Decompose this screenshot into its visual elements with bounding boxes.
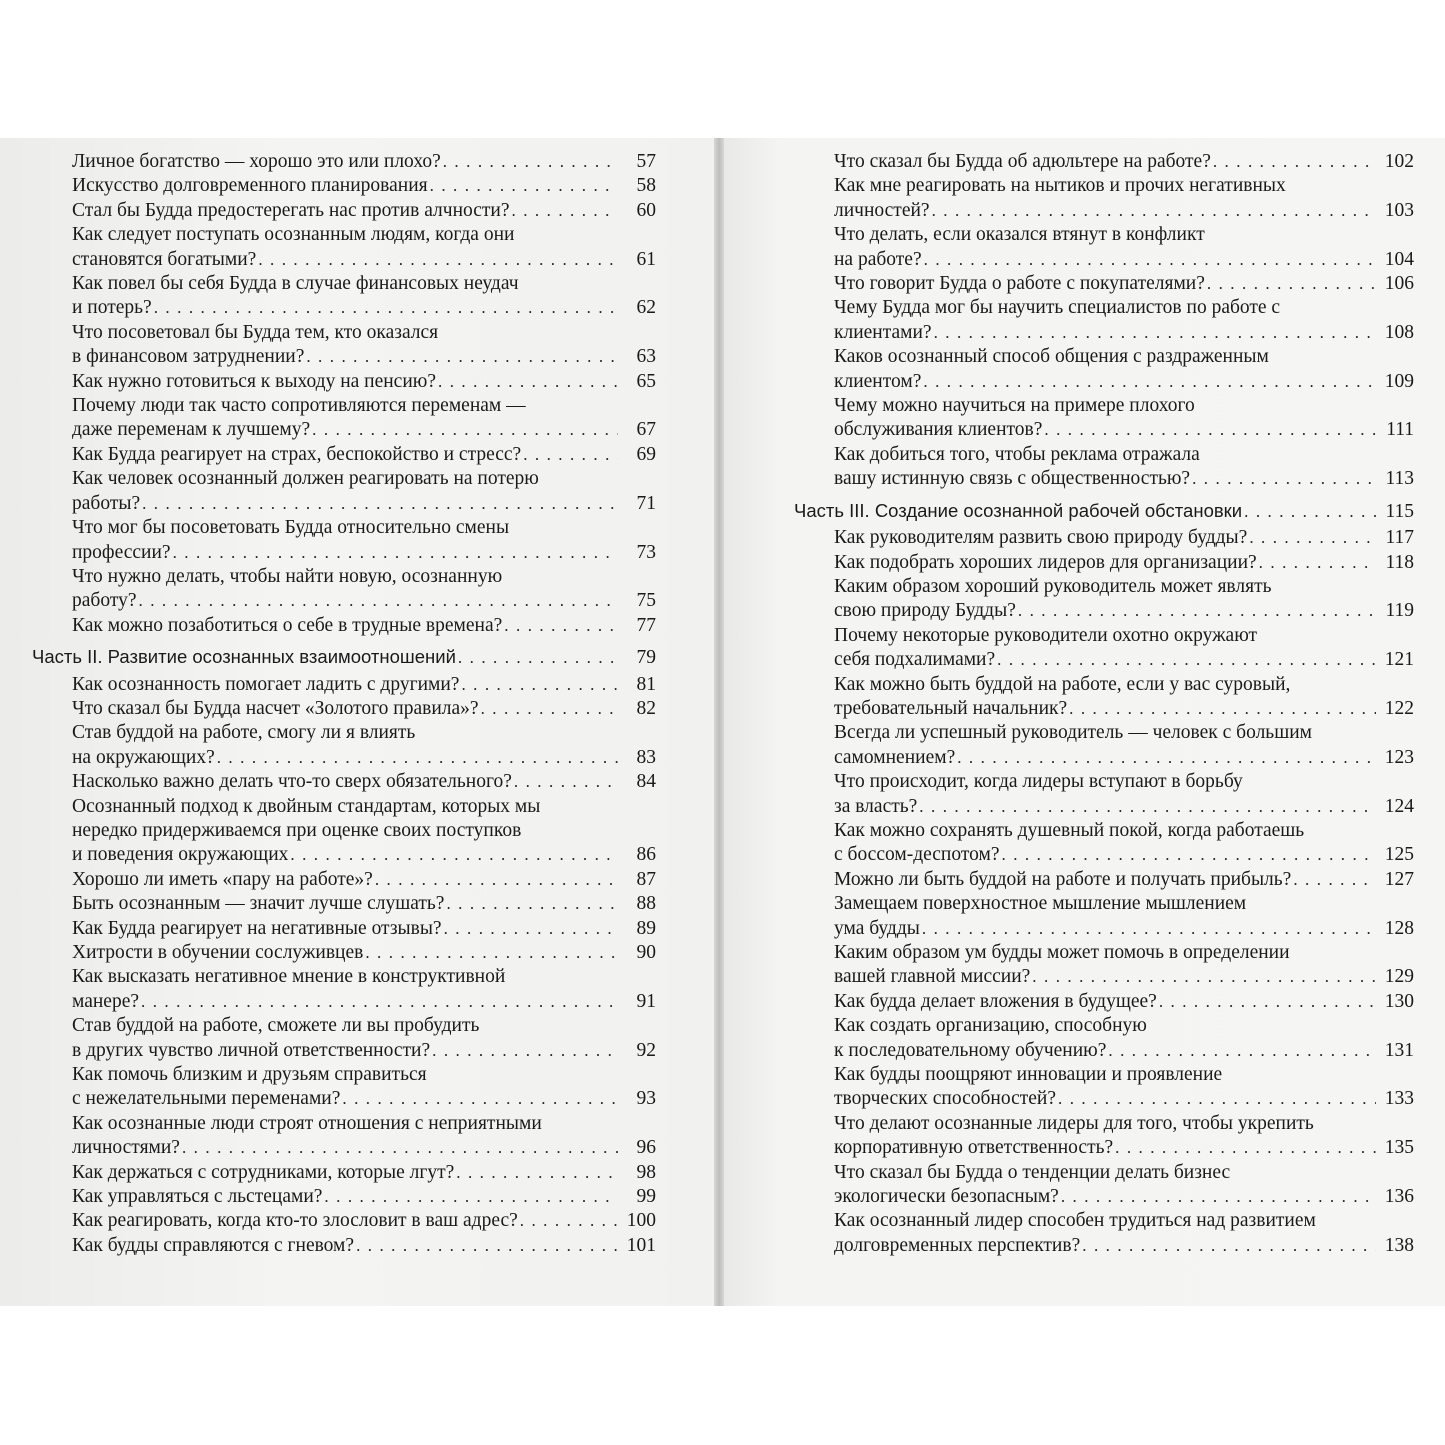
dot-leader: [430, 174, 618, 198]
toc-entry-title-line: Что мог бы посоветовать Будда относительно смены: [72, 517, 510, 539]
toc-entry-title-line: работы?: [72, 492, 141, 514]
dot-leader: [290, 843, 618, 867]
toc-page-number: 128: [1384, 917, 1414, 939]
toc-page-number: 93: [636, 1088, 656, 1110]
toc-page-number: 123: [1384, 746, 1414, 768]
toc-entry-title-line: Что посоветовал бы Будда тем, кто оказался: [72, 321, 439, 343]
toc-page-number: 88: [636, 893, 656, 915]
toc-page-number: 57: [636, 151, 656, 172]
toc-entry: [32, 965, 656, 1014]
toc-entry: [32, 1185, 656, 1209]
toc-entry-title-line: Хитрости в обучении сослуживцев: [72, 942, 364, 963]
toc-page-number: 61: [636, 248, 656, 270]
toc-entry-title-line: Как помочь близким и друзьям справиться: [72, 1064, 427, 1086]
toc-entry-title-line: Что делать, если оказался втянут в конфликт: [834, 224, 1205, 246]
dot-leader: [1192, 467, 1376, 491]
toc-entry: [32, 795, 656, 868]
toc-entry-title-line: Как добиться того, чтобы реклама отражала: [834, 443, 1200, 465]
dot-leader: [481, 697, 618, 721]
toc-entry: [794, 526, 1414, 550]
toc-entry: [794, 223, 1414, 272]
toc-entry-title-line: Что делают осознанные лидеры для того, чтобы укрепить: [834, 1112, 1314, 1134]
toc-entry-title-line: Как осознанные люди строят отношения с неприятными: [72, 1112, 542, 1134]
toc-entry: [794, 624, 1414, 673]
toc-entry-title-line: самомнением?: [834, 746, 956, 768]
toc-entry-title-line: Быть осознанным — значит лучше слушать?: [72, 893, 445, 915]
toc-part-title: Часть II. Развитие осознанных взаимоотношений: [32, 646, 456, 668]
toc-entry-title-line: к последовательному обучению?: [834, 1039, 1107, 1061]
toc-entry: [32, 917, 656, 941]
dot-leader: [139, 589, 619, 613]
toc-page-number: 84: [636, 771, 656, 793]
toc-page-number: 91: [636, 990, 656, 1012]
toc-entry-title-line: Можно ли быть буддой на работе и получать прибыль?: [834, 868, 1292, 890]
toc-page-number: 131: [1384, 1039, 1414, 1061]
toc-entry-title-line: Хорошо ли иметь «пару на работе»?: [72, 868, 373, 890]
toc-entry-title-line: ума будды: [834, 917, 920, 939]
toc-entry-title-line: обслуживания клиентов?: [834, 419, 1043, 441]
dot-leader: [154, 296, 618, 320]
dot-leader: [523, 443, 618, 467]
toc-page-number: 136: [1384, 1186, 1414, 1208]
toc-page-number: 133: [1384, 1088, 1414, 1110]
toc-entry-title-line: клиентом?: [834, 370, 922, 392]
toc-entry-title-line: в других чувство личной ответственности?: [72, 1039, 431, 1061]
toc-page-number: 129: [1384, 966, 1414, 988]
toc-page-number: 67: [636, 419, 656, 441]
toc-entry-title-line: даже переменам к лучшему?: [72, 419, 311, 441]
toc-entry-title-line: нередко придерживаемся при оценке своих поступков: [72, 819, 522, 841]
toc-page-number: 62: [636, 297, 656, 319]
toc-page-number: 60: [636, 199, 656, 221]
toc-page-number: 125: [1384, 844, 1414, 866]
toc-entry-title-line: Каким образом хороший руководитель может являть: [834, 575, 1272, 597]
dot-leader: [142, 492, 618, 516]
toc-entry-title-line: долговременных перспектив?: [834, 1234, 1081, 1256]
book-gutter: [714, 138, 724, 1306]
dot-leader: [1082, 1234, 1376, 1258]
dot-leader: [1207, 272, 1376, 296]
toc-entry: [794, 1112, 1414, 1161]
dot-leader: [1018, 599, 1376, 623]
toc-page-number: 124: [1384, 795, 1414, 817]
toc-entry: [794, 296, 1414, 345]
toc-page-number: 108: [1384, 321, 1414, 343]
toc-page-number: 90: [636, 942, 656, 963]
toc-entry-title-line: Как будды справляются с гневом?: [72, 1234, 355, 1256]
toc-entry-title-line: и потерь?: [72, 297, 152, 319]
toc-entry-title-line: Как высказать негативное мнение в конструктивной: [72, 966, 506, 988]
dot-leader: [375, 868, 618, 892]
toc-page-number: 71: [636, 492, 656, 514]
toc-entry: [32, 1112, 656, 1161]
dot-leader: [324, 1185, 618, 1209]
toc-entry: [32, 1161, 656, 1185]
toc-page-number: 118: [1385, 551, 1414, 573]
toc-entry-title-line: свою природу Будды?: [834, 600, 1016, 622]
toc-entry-title-line: Каков осознанный способ общения с раздраженным: [834, 346, 1269, 368]
toc-page-number: 82: [636, 697, 656, 719]
dot-leader: [1002, 843, 1377, 867]
dot-leader: [312, 418, 618, 442]
dot-leader: [173, 541, 618, 565]
toc-entry: [794, 443, 1414, 492]
toc-part-heading: [794, 499, 1414, 524]
toc-entry: [32, 1234, 656, 1258]
toc-entry-title-line: Как Будда реагирует на страх, беспокойство и стресс?: [72, 443, 522, 465]
toc-entry-title-line: Стал бы Будда предостерегать нас против алчности?: [72, 199, 510, 221]
toc-entry-title-line: личностей?: [834, 199, 930, 221]
toc-entry: [794, 941, 1414, 990]
toc-entry-title-line: профессии?: [72, 541, 171, 563]
toc-entry-title-line: Всегда ли успешный руководитель — человек с большим: [834, 722, 1312, 744]
toc-entry-title-line: Каким образом ум будды может помочь в определении: [834, 942, 1290, 963]
toc-entry: [32, 892, 656, 916]
dot-leader: [356, 1234, 618, 1258]
toc-page-number: 104: [1384, 248, 1414, 270]
toc-entry-title-line: Как создать организацию, способную: [834, 1015, 1147, 1037]
toc-entry: [794, 721, 1414, 770]
toc-entry-title-line: вашу истинную связь с общественностью?: [834, 468, 1191, 490]
toc-page-number: 106: [1384, 273, 1414, 295]
toc-entry: [794, 868, 1414, 892]
toc-part-title: Часть III. Создание осознанной рабочей обстановки: [794, 499, 1243, 521]
dot-leader: [1032, 965, 1376, 989]
dot-leader: [514, 770, 618, 794]
dot-leader: [957, 746, 1376, 770]
toc-entry-title-line: манере?: [72, 990, 140, 1012]
toc-page-number: 77: [636, 614, 656, 636]
dot-leader: [461, 673, 618, 697]
toc-page-number: 101: [626, 1234, 656, 1256]
toc-page-number: 89: [636, 917, 656, 939]
dot-leader: [1058, 1087, 1376, 1111]
toc-entry: [32, 272, 656, 321]
toc-entry: [794, 819, 1414, 868]
toc-page-number: 63: [636, 346, 656, 368]
toc-entry-title-line: Как реагировать, когда кто-то злословит в ваш адрес?: [72, 1210, 518, 1232]
toc-entry-title-line: Личное богатство — хорошо это или плохо?: [72, 151, 441, 172]
toc-entry: [32, 370, 656, 394]
toc-entry-title-line: Как руководителям развить свою природу будды?: [834, 527, 1248, 549]
toc-entry-title-line: Став буддой на работе, смогу ли я влиять: [72, 722, 416, 744]
toc-entry: [32, 868, 656, 892]
toc-entry-title-line: Чему Будда мог бы научить специалистов по работе с: [834, 297, 1281, 319]
toc-page-number: 58: [636, 175, 656, 197]
toc-entry: [32, 1209, 656, 1233]
toc-entry: [32, 174, 656, 198]
toc-entry-title-line: Как будды поощряют инновации и проявление: [834, 1064, 1223, 1086]
toc-entry-title-line: творческих способностей?: [834, 1088, 1056, 1110]
toc-entry-title-line: Как повел бы себя Будда в случае финансовых неудач: [72, 273, 519, 295]
dot-leader: [342, 1087, 618, 1111]
toc-entry: [32, 941, 656, 965]
toc-entry-title-line: Что сказал бы Будда о тенденции делать бизнес: [834, 1161, 1231, 1183]
dot-leader: [1259, 551, 1376, 575]
dot-leader: [1244, 500, 1376, 524]
dot-leader: [934, 321, 1376, 345]
dot-leader: [443, 150, 618, 174]
toc-entry: [32, 150, 656, 174]
toc-entry-title-line: на окружающих?: [72, 746, 215, 768]
toc-entry-title-line: Как осознанный лидер способен трудиться над развитием: [834, 1210, 1316, 1232]
dot-leader: [1159, 990, 1376, 1014]
dot-leader: [997, 648, 1376, 672]
dot-leader: [1061, 1185, 1376, 1209]
toc-entry: [794, 150, 1414, 174]
dot-leader: [306, 345, 618, 369]
toc-page-number: 122: [1384, 697, 1414, 719]
toc-page-number: 138: [1384, 1234, 1414, 1256]
toc-entry-title-line: Как можно позаботиться о себе в трудные времена?: [72, 614, 503, 636]
toc-entry: [32, 697, 656, 721]
dot-leader: [1249, 526, 1376, 550]
toc-entry: [32, 565, 656, 614]
toc-entry-title-line: Став буддой на работе, сможете ли вы пробудить: [72, 1015, 480, 1037]
toc-entry-title-line: Искусство долговременного планирования: [72, 175, 428, 197]
toc-entry-title-line: Что говорит Будда о работе с покупателями?: [834, 273, 1205, 295]
toc-right-column: [794, 150, 1414, 1258]
toc-page-number: 130: [1384, 990, 1414, 1012]
dot-leader: [1044, 418, 1376, 442]
toc-page-number: 87: [636, 868, 656, 890]
dot-leader: [1213, 150, 1376, 174]
toc-entry-title-line: Как нужно готовиться к выходу на пенсию?: [72, 370, 436, 392]
toc-entry: [794, 575, 1414, 624]
toc-entry-title-line: за власть?: [834, 795, 918, 817]
toc-entry: [794, 272, 1414, 296]
toc-entry-title-line: и поведения окружающих: [72, 844, 289, 866]
toc-entry-title-line: Что происходит, когда лидеры вступают в борьбу: [834, 771, 1243, 793]
dot-leader: [446, 892, 618, 916]
toc-entry-title-line: себя подхалимами?: [834, 649, 996, 671]
toc-entry: [32, 1063, 656, 1112]
toc-page-number: 100: [626, 1210, 656, 1232]
toc-entry-title-line: Замещаем поверхностное мышление мышлением: [834, 893, 1247, 915]
dot-leader: [520, 1209, 618, 1233]
toc-entry-title-line: Как управляться с льстецами?: [72, 1186, 323, 1208]
toc-entry-title-line: работу?: [72, 590, 137, 612]
dot-leader: [1115, 1136, 1376, 1160]
toc-entry-title-line: Что нужно делать, чтобы найти новую, осознанную: [72, 565, 503, 587]
toc-entry: [794, 1161, 1414, 1210]
toc-entry-title-line: в финансовом затруднении?: [72, 346, 305, 368]
toc-entry: [794, 551, 1414, 575]
toc-entry-title-line: Как подобрать хороших лидеров для организации?: [834, 551, 1257, 573]
dot-leader: [512, 199, 618, 223]
toc-page-number: 127: [1384, 868, 1414, 890]
dot-leader: [365, 941, 618, 965]
toc-page-number: 109: [1384, 370, 1414, 392]
toc-entry: [794, 174, 1414, 223]
toc-entry-title-line: Как следует поступать осознанным людям, когда они: [72, 224, 515, 246]
toc-page-number: 73: [636, 541, 656, 563]
toc-page-number: 92: [636, 1039, 656, 1061]
toc-entry-title-line: экологически безопасным?: [834, 1186, 1059, 1208]
toc-entry-title-line: Чему можно научиться на примере плохого: [834, 395, 1195, 417]
dot-leader: [458, 646, 618, 670]
toc-page-number: 121: [1384, 649, 1414, 671]
toc-entry-title-line: Как можно быть буддой на работе, если у вас суровый,: [834, 673, 1291, 695]
toc-page-number: 99: [636, 1186, 656, 1208]
toc-entry: [794, 394, 1414, 443]
toc-entry: [794, 1014, 1414, 1063]
toc-entry-title-line: на работе?: [834, 248, 922, 270]
dot-leader: [141, 990, 618, 1014]
toc-entry: [32, 443, 656, 467]
toc-entry-title-line: Как можно сохранять душевный покой, когда работаешь: [834, 819, 1305, 841]
dot-leader: [919, 795, 1376, 819]
toc-entry: [32, 321, 656, 370]
dot-leader: [932, 199, 1376, 223]
toc-page-number: 113: [1385, 468, 1414, 490]
toc-entry-title-line: корпоративную ответственность?: [834, 1137, 1114, 1159]
toc-page-number: 117: [1385, 527, 1414, 549]
toc-entry-title-line: становятся богатыми?: [72, 248, 257, 270]
toc-page-number: 111: [1386, 419, 1414, 441]
toc-entry: [794, 673, 1414, 722]
toc-entry: [32, 467, 656, 516]
dot-leader: [182, 1136, 618, 1160]
toc-entry-title-line: Осознанный подход к двойным стандартам, которых мы: [72, 795, 541, 817]
toc-entry-title-line: Как держаться с сотрудниками, которые лгут?: [72, 1161, 455, 1183]
toc-entry: [794, 990, 1414, 1014]
toc-entry: [32, 614, 656, 638]
toc-entry: [32, 394, 656, 443]
toc-entry: [32, 223, 656, 272]
dot-leader: [1069, 697, 1376, 721]
toc-entry: [32, 770, 656, 794]
toc-page-number: 79: [636, 647, 656, 669]
toc-entry: [794, 345, 1414, 394]
toc-entry: [794, 1209, 1414, 1258]
toc-page-number: 86: [636, 844, 656, 866]
toc-entry: [32, 721, 656, 770]
dot-leader: [438, 370, 618, 394]
toc-entry-title-line: Насколько важно делать что-то сверх обязательного?: [72, 771, 512, 793]
dot-leader: [1293, 868, 1376, 892]
dot-leader: [924, 248, 1376, 272]
toc-page-number: 75: [636, 590, 656, 612]
toc-entry-title-line: с боссом-деспотом?: [834, 844, 1000, 866]
toc-entry: [794, 1063, 1414, 1112]
toc-left-column: [32, 150, 656, 1258]
toc-part-heading: [32, 645, 656, 670]
toc-entry-title-line: Как Будда реагирует на негативные отзывы?: [72, 917, 442, 939]
toc-entry-title-line: Что сказал бы Будда насчет «Золотого правила»?: [72, 697, 479, 719]
toc-entry: [32, 516, 656, 565]
dot-leader: [432, 1039, 618, 1063]
toc-entry: [32, 673, 656, 697]
dot-leader: [456, 1161, 618, 1185]
toc-page-number: 83: [636, 746, 656, 768]
toc-page-number: 98: [636, 1161, 656, 1183]
toc-entry-title-line: требовательный начальник?: [834, 697, 1068, 719]
toc-entry-title-line: личностями?: [72, 1137, 180, 1159]
dot-leader: [444, 917, 618, 941]
toc-entry-title-line: клиентами?: [834, 321, 932, 343]
toc-page-number: 135: [1384, 1137, 1414, 1159]
toc-entry-title-line: Что сказал бы Будда об адюльтере на работе?: [834, 151, 1211, 172]
toc-entry-title-line: Почему люди так часто сопротивляются переменам —: [72, 395, 526, 417]
toc-page-number: 115: [1385, 500, 1414, 522]
toc-entry-title-line: Как мне реагировать на нытиков и прочих негативных: [834, 175, 1286, 197]
dot-leader: [923, 370, 1376, 394]
toc-entry: [32, 199, 656, 223]
toc-entry-title-line: Как будда делает вложения в будущее?: [834, 990, 1157, 1012]
toc-entry: [32, 1014, 656, 1063]
toc-entry-title-line: с нежелательными переменами?: [72, 1088, 341, 1110]
dot-leader: [258, 248, 618, 272]
toc-page-number: 81: [636, 673, 656, 695]
toc-entry-title-line: вашей главной миссии?: [834, 966, 1031, 988]
dot-leader: [1108, 1039, 1376, 1063]
toc-entry-title-line: Как осознанность помогает ладить с другими?: [72, 673, 460, 695]
toc-page-number: 65: [636, 370, 656, 392]
dot-leader: [504, 614, 618, 638]
toc-page-number: 103: [1384, 199, 1414, 221]
toc-page-number: 69: [636, 443, 656, 465]
toc-page-number: 119: [1385, 600, 1414, 622]
toc-entry-title-line: Почему некоторые руководители охотно окружают: [834, 624, 1258, 646]
dot-leader: [922, 917, 1376, 941]
dot-leader: [217, 746, 618, 770]
toc-page-number: 96: [636, 1137, 656, 1159]
toc-entry: [794, 770, 1414, 819]
toc-entry-title-line: Как человек осознанный должен реагировать на потерю: [72, 468, 539, 490]
toc-entry: [794, 892, 1414, 941]
toc-page-number: 102: [1384, 151, 1414, 172]
